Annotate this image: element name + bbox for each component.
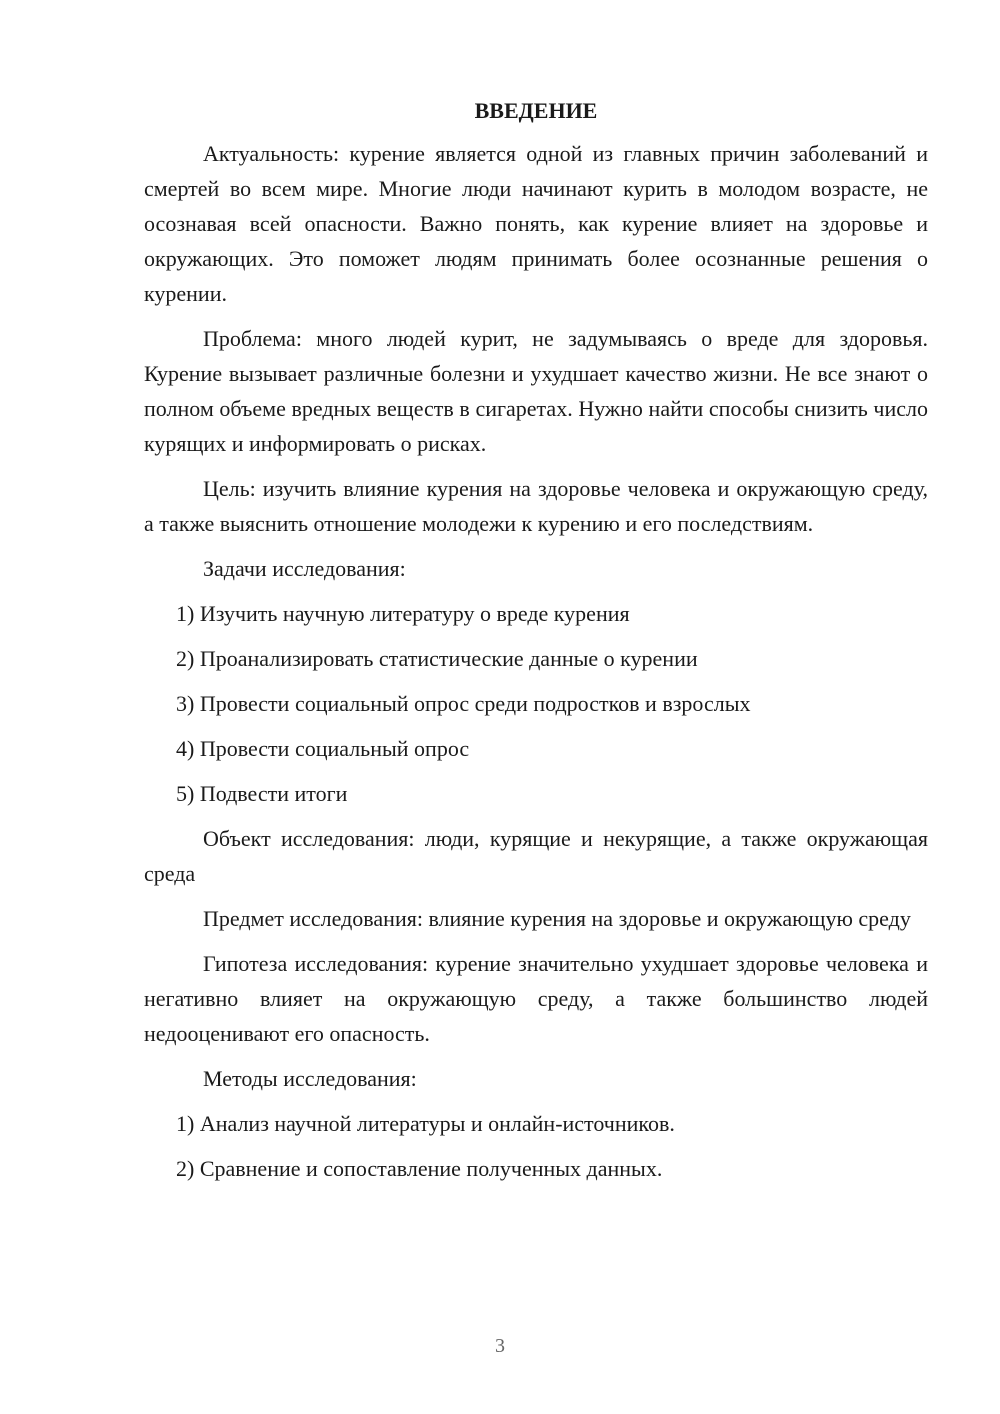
list-item: 3) Провести социальный опрос среди подростков и взрослых bbox=[176, 691, 751, 716]
goal-paragraph: Цель: изучить влияние курения на здоровье человека и окружающую среду, а также выяснить отношение молодежи к курению и его последствиям. bbox=[144, 476, 928, 536]
problem-paragraph: Проблема: много людей курит, не задумываясь о вреде для здоровья. Курение вызывает различные болезни и ухудшает качество жизни. Не все знают о полном объеме вредных веществ в сигаретах. Нужно найти способы снизить число курящих и информировать о рисках. bbox=[144, 326, 928, 456]
methods-heading: Методы исследования: bbox=[203, 1066, 417, 1091]
page-number: 3 bbox=[495, 1335, 505, 1357]
document-page bbox=[144, 96, 928, 1196]
methods-list bbox=[144, 1106, 928, 1186]
tasks-heading: Задачи исследования: bbox=[203, 556, 406, 581]
subject-paragraph: Предмет исследования: влияние курения на здоровье и окружающую среду bbox=[203, 906, 911, 931]
list-item: 4) Провести социальный опрос bbox=[176, 736, 470, 761]
list-item: 2) Сравнение и сопоставление полученных данных. bbox=[176, 1156, 663, 1181]
list-item: 1) Анализ научной литературы и онлайн-источников. bbox=[176, 1111, 675, 1136]
tasks-list bbox=[144, 596, 928, 811]
list-item: 2) Проанализировать статистические данные о курении bbox=[176, 646, 698, 671]
page-title: ВВЕДЕНИЕ bbox=[474, 98, 598, 123]
relevance-paragraph: Актуальность: курение является одной из главных причин заболеваний и смертей во всем мире. Многие люди начинают курить в молодом возрасте, не осознавая всей опасности. Важно понять, как курение влияет на здоровье и окружающих. Это поможет людям принимать более осознанные решения о курении. bbox=[144, 141, 928, 306]
hypothesis-paragraph: Гипотеза исследования: курение значительно ухудшает здоровье человека и негативно влияет на окружающую среду, а также большинство людей недооценивают его опасность. bbox=[144, 951, 928, 1046]
list-item: 1) Изучить научную литературу о вреде курения bbox=[176, 601, 630, 626]
list-item: 5) Подвести итоги bbox=[176, 781, 348, 806]
object-paragraph: Объект исследования: люди, курящие и некурящие, а также окружающая среда bbox=[144, 826, 928, 886]
